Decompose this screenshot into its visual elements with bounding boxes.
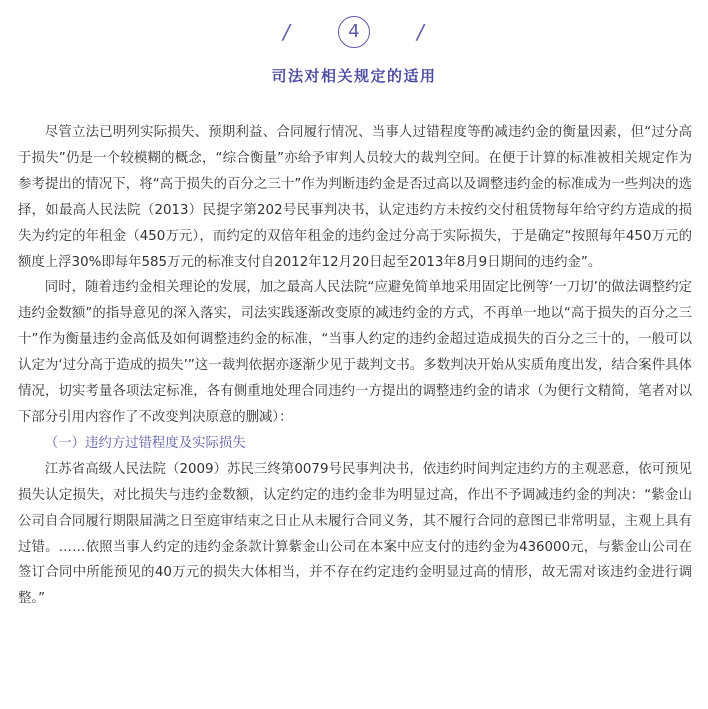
- paragraph-1: 尽管立法已明列实际损失、预期利益、合同履行情况、当事人过错程度等酌减违约金的衡量因素，但“过分高于损失”仍是一个较模糊的概念，“综合衡量”亦给予审判人员较大的裁判空间。在便于计算的标准被相关规定作为参考提出的情况下，将“高于损失的百分之三十”作为判断违约金是否过高以及调整违约金的标准成为一些判决的选择，如最高人民法院（2013）民提字第202号民事判决书，认定违约方未按约交付租赁物每年给守约方造成的损失为约定的年租金（450万元），而约定的双倍年租金的违约金过分高于实际损失，于是确定“按照每年450万元的额度上浮30%即每年585万元的标准支付自2012年12月20日起至2013年8月9日期间的违约金”。: [18, 125, 692, 270]
- subheading: （一）违约方过错程度及实际损失: [44, 435, 246, 451]
- section-number-badge: 4: [338, 16, 370, 48]
- decorative-slash-left: /: [283, 20, 290, 44]
- decorative-slash-right: /: [417, 20, 424, 44]
- paragraph-2: 同时，随着违约金相关理论的发展，加之最高人民法院“应避免简单地采用固定比例等‘一刀切’的做法调整约定违约金数额”的指导意见的深入落实，司法实践逐渐改变原的减违约金的方式，不再单一地以“高于损失的百分之三十”作为衡量违约金高低及如何调整违约金的标准，“当事人约定的违约金超过造成损失的百分之三十的，一般可以认定为‘过分高于造成的损失’”这一裁判依据亦逐渐少见于裁判文书。多数判决开始从实质角度出发，结合案件具体情况，切实考量各项法定标准，各有侧重地处理合同违约一方提出的调整违约金的请求（为便行文精简，笔者对以下部分引用内容作了不改变判决原意的删减）：: [18, 280, 692, 425]
- article-body: [18, 120, 692, 612]
- section-header: [0, 16, 708, 52]
- paragraph-3: 江苏省高级人民法院（2009）苏民三终第0079号民事判决书，依违约时间判定违约方的主观恶意，依可预见损失认定损失，对比损失与违约金数额，认定约定的违约金非为明显过高，作出不予调减违约金的判决：“紫金山公司自合同履行期限届满之日至庭审结束之日止从未履行合同义务，其不履行合同的意图已非常明显，主观上具有过错。……依照当事人约定的违约金条款计算紫金山公司在本案中应支付的违约金为436000元，与紫金山公司在签订合同中所能预见的40万元的损失大体相当，并不存在约定违约金明显过高的情形，故无需对该违约金进行调整。”: [18, 461, 692, 607]
- section-title: 司法对相关规定的适用: [271, 67, 437, 85]
